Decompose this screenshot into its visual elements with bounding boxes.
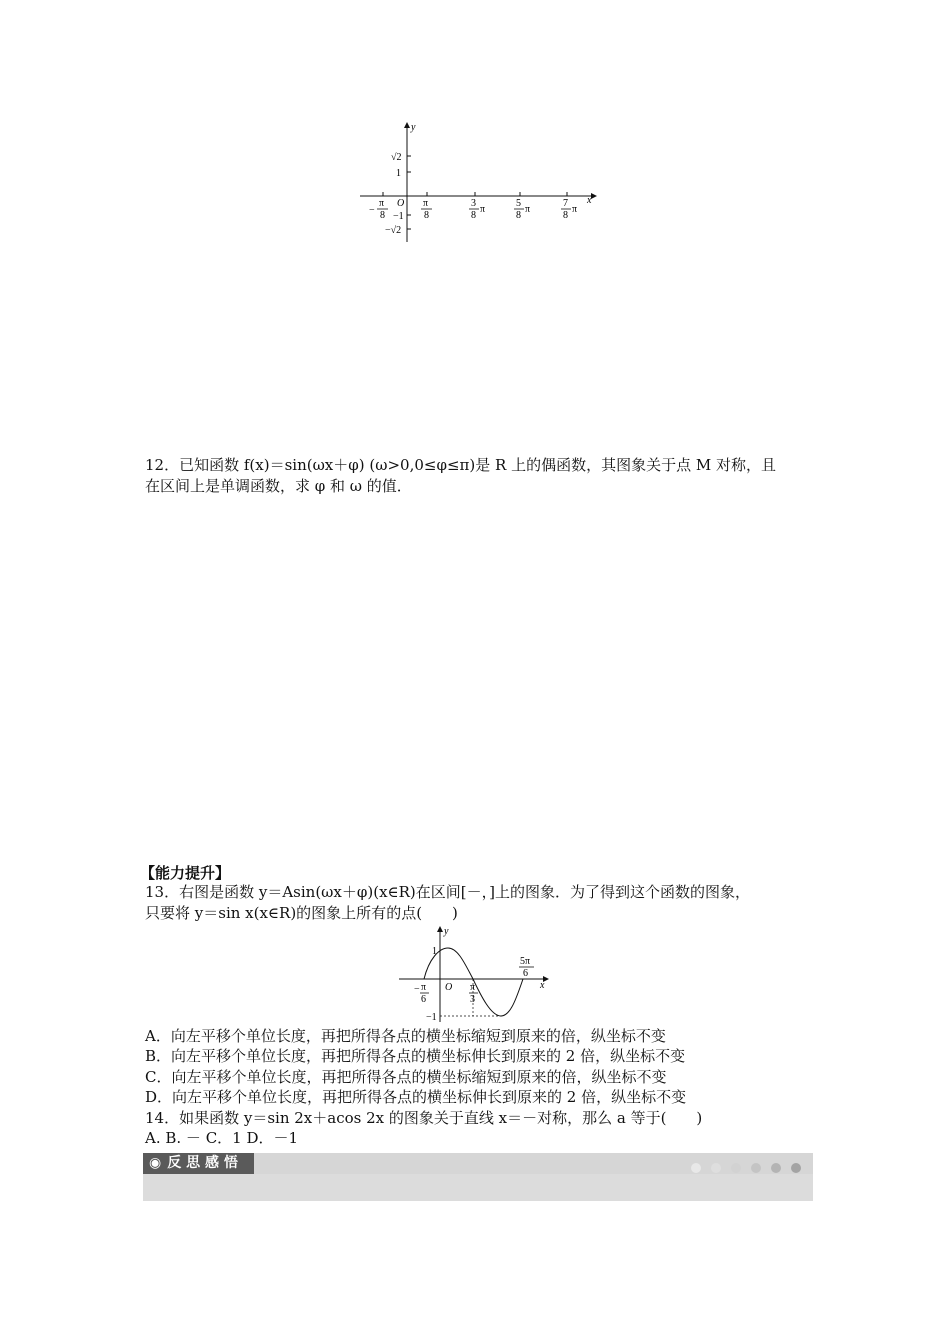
banner-dot bbox=[731, 1163, 741, 1173]
svg-text:3: 3 bbox=[470, 994, 475, 1005]
svg-text:8: 8 bbox=[563, 210, 568, 221]
svg-text:π: π bbox=[423, 198, 429, 209]
fig1-x-axis-label: x bbox=[587, 195, 592, 206]
fig2-y-arrow bbox=[437, 926, 443, 932]
reflection-banner bbox=[143, 1153, 813, 1201]
fig2-x-axis-label: x bbox=[540, 980, 545, 991]
svg-text:π: π bbox=[421, 982, 427, 993]
banner-dot bbox=[771, 1163, 781, 1173]
fig1-y-axis-label: y bbox=[411, 122, 416, 133]
target-circle-icon: ◉ bbox=[149, 1155, 162, 1171]
fig2-y-label-neg1: −1 bbox=[426, 1012, 437, 1023]
svg-text:8: 8 bbox=[424, 210, 429, 221]
fig2-x-label-5pi-6 bbox=[519, 956, 534, 979]
banner-dots bbox=[681, 1158, 801, 1177]
figure-1-axes bbox=[355, 118, 600, 248]
q12-line-2: 在区间上是单调函数，求 φ 和 ω 的值． bbox=[145, 477, 412, 495]
q13-line-2: 只要将 y＝sin x(x∈R)的图象上所有的点( ) bbox=[145, 904, 458, 922]
fig1-y-label-neg-sqrt2: −√2 bbox=[385, 225, 402, 236]
fig2-x-label-neg-pi-6 bbox=[414, 982, 429, 1005]
q13-option-b: B．向左平移个单位长度，再把所得各点的横坐标伸长到原来的 2 倍，纵坐标不变 bbox=[145, 1047, 686, 1065]
fig2-y-axis-label: y bbox=[444, 926, 449, 937]
q14-line-1: 14．如果函数 y＝sin 2x＋acos 2x 的图象关于直线 x＝－对称，那么 a 等于( ) bbox=[145, 1109, 703, 1127]
svg-text:6: 6 bbox=[421, 994, 426, 1005]
banner-body bbox=[143, 1174, 813, 1201]
banner-dot bbox=[751, 1163, 761, 1173]
svg-text:3: 3 bbox=[471, 198, 476, 209]
fig1-y-label-neg1: −1 bbox=[393, 211, 404, 222]
svg-text:π: π bbox=[572, 204, 578, 215]
svg-text:−: − bbox=[414, 984, 420, 995]
q13-option-d: D．向左平移个单位长度，再把所得各点的横坐标伸长到原来的 2 倍，纵坐标不变 bbox=[145, 1088, 687, 1106]
svg-text:5: 5 bbox=[516, 198, 521, 209]
svg-text:−: − bbox=[369, 205, 375, 216]
svg-text:5π: 5π bbox=[520, 956, 531, 967]
banner-dot bbox=[791, 1163, 801, 1173]
svg-text:π: π bbox=[379, 198, 385, 209]
svg-text:π: π bbox=[525, 204, 531, 215]
q13-line-1: 13．右图是函数 y＝Asin(ωx＋φ)(x∈R)在区间[－，]上的图象．为了得到这个函数的图象， bbox=[145, 883, 750, 901]
fig2-y-label-1: 1 bbox=[432, 946, 437, 957]
svg-text:7: 7 bbox=[563, 198, 568, 209]
fig1-y-arrow bbox=[404, 122, 410, 128]
svg-text:8: 8 bbox=[516, 210, 521, 221]
svg-text:8: 8 bbox=[380, 210, 385, 221]
svg-text:6: 6 bbox=[523, 968, 528, 979]
banner-dot bbox=[711, 1163, 721, 1173]
banner-title: 反 思 感 悟 bbox=[167, 1155, 238, 1171]
q13-option-a: A．向左平移个单位长度，再把所得各点的横坐标缩短到原来的倍，纵坐标不变 bbox=[145, 1027, 666, 1045]
q14-options: A. B. － C．1 D．－1 bbox=[145, 1129, 299, 1147]
fig1-origin: O bbox=[397, 198, 405, 209]
fig1-y-label-sqrt2: √2 bbox=[391, 152, 402, 163]
svg-text:8: 8 bbox=[471, 210, 476, 221]
svg-text:π: π bbox=[480, 204, 486, 215]
figure-2-sine-graph bbox=[395, 924, 555, 1024]
section-title: 【能力提升】 bbox=[140, 864, 231, 882]
banner-tab bbox=[143, 1153, 254, 1174]
banner-dot bbox=[691, 1163, 701, 1173]
q13-option-c: C．向左平移个单位长度，再把所得各点的横坐标缩短到原来的倍，纵坐标不变 bbox=[145, 1068, 667, 1086]
svg-text:π: π bbox=[470, 982, 476, 993]
fig1-y-label-1: 1 bbox=[396, 168, 401, 179]
fig1-x-arrow bbox=[591, 193, 597, 199]
q12-line-1: 12．已知函数 f(x)＝sin(ωx＋φ) (ω>0,0≤φ≤π)是 R 上的偶函数，其图象关于点 M 对称，且 bbox=[145, 456, 776, 474]
fig2-origin: O bbox=[445, 982, 453, 993]
